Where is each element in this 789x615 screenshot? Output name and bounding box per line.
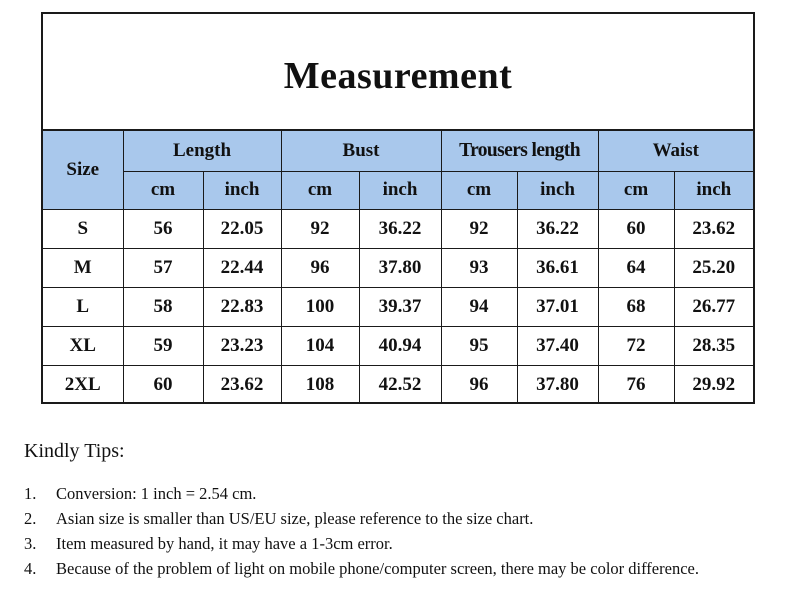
table-cell: 37.40	[517, 326, 598, 365]
table-cell: 39.37	[359, 287, 441, 326]
page-title: Measurement	[283, 54, 513, 97]
table-cell: 92	[281, 209, 359, 248]
table-cell: 72	[598, 326, 674, 365]
tips-title: Kindly Tips:	[24, 440, 125, 462]
table-cell: 36.22	[517, 209, 598, 248]
table-cell: 56	[123, 209, 203, 248]
bust-header: Bust	[281, 131, 441, 171]
table-cell: 37.01	[517, 287, 598, 326]
list-item	[24, 531, 774, 556]
tip-number: 3.	[24, 534, 37, 553]
size-cell: S	[43, 209, 123, 248]
size-column-header: Size	[43, 131, 123, 209]
table-cell: 93	[441, 248, 517, 287]
table-cell: 94	[441, 287, 517, 326]
table-cell: 60	[598, 209, 674, 248]
unit-header: inch	[674, 171, 753, 209]
table-cell: 96	[441, 365, 517, 404]
size-cell: XL	[43, 326, 123, 365]
table-cell: 22.05	[203, 209, 281, 248]
waist-header: Waist	[598, 131, 753, 171]
table-cell: 92	[441, 209, 517, 248]
tip-text: Item measured by hand, it may have a 1-3cm error.	[56, 534, 393, 553]
table-row	[43, 209, 753, 248]
table-cell: 95	[441, 326, 517, 365]
table-cell: 108	[281, 365, 359, 404]
size-cell: 2XL	[43, 365, 123, 404]
tip-text: Conversion: 1 inch = 2.54 cm.	[56, 484, 257, 503]
tip-number: 2.	[24, 509, 37, 528]
table-cell: 36.22	[359, 209, 441, 248]
table-cell: 23.23	[203, 326, 281, 365]
size-cell: L	[43, 287, 123, 326]
tip-number: 4.	[24, 559, 37, 578]
table-cell: 23.62	[203, 365, 281, 404]
table-row	[43, 287, 753, 326]
table-cell: 58	[123, 287, 203, 326]
size-chart	[41, 12, 755, 404]
unit-header: cm	[441, 171, 517, 209]
table-cell: 29.92	[674, 365, 753, 404]
tip-text: Because of the problem of light on mobile phone/computer screen, there may be color difference.	[56, 559, 699, 578]
table-cell: 64	[598, 248, 674, 287]
unit-header: inch	[359, 171, 441, 209]
table-cell: 104	[281, 326, 359, 365]
unit-header: inch	[203, 171, 281, 209]
size-table	[43, 131, 753, 404]
table-cell: 100	[281, 287, 359, 326]
unit-header: cm	[598, 171, 674, 209]
table-cell: 40.94	[359, 326, 441, 365]
list-item	[24, 481, 774, 506]
tips-list	[24, 481, 774, 581]
table-cell: 23.62	[674, 209, 753, 248]
table-cell: 96	[281, 248, 359, 287]
tip-number: 1.	[24, 484, 37, 503]
size-cell: M	[43, 248, 123, 287]
table-cell: 25.20	[674, 248, 753, 287]
title-area	[43, 14, 753, 131]
length-header: Length	[123, 131, 281, 171]
trousers-length-header: Trousers length	[441, 131, 598, 171]
table-cell: 60	[123, 365, 203, 404]
table-cell: 59	[123, 326, 203, 365]
table-cell: 57	[123, 248, 203, 287]
table-row	[43, 326, 753, 365]
list-item	[24, 556, 774, 581]
table-cell: 28.35	[674, 326, 753, 365]
list-item	[24, 506, 774, 531]
kindly-tips	[24, 440, 774, 581]
table-cell: 42.52	[359, 365, 441, 404]
unit-header: inch	[517, 171, 598, 209]
table-cell: 36.61	[517, 248, 598, 287]
table-row	[43, 365, 753, 404]
table-row	[43, 248, 753, 287]
table-cell: 26.77	[674, 287, 753, 326]
table-cell: 22.44	[203, 248, 281, 287]
table-cell: 37.80	[359, 248, 441, 287]
table-cell: 76	[598, 365, 674, 404]
table-cell: 37.80	[517, 365, 598, 404]
unit-header: cm	[281, 171, 359, 209]
table-cell: 68	[598, 287, 674, 326]
tip-text: Asian size is smaller than US/EU size, please reference to the size chart.	[56, 509, 534, 528]
unit-header: cm	[123, 171, 203, 209]
table-cell: 22.83	[203, 287, 281, 326]
